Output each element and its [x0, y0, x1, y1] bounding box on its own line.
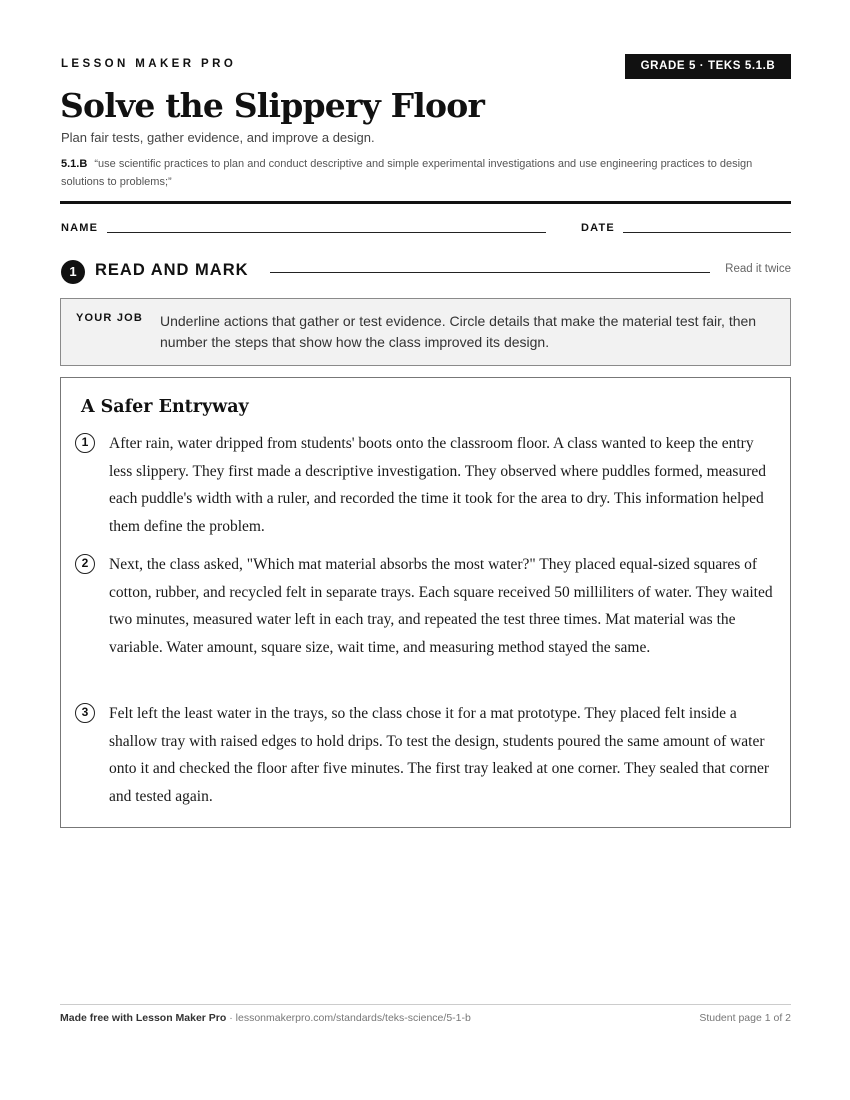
paragraph-number-1: 1 — [75, 433, 95, 453]
name-field[interactable] — [107, 232, 546, 233]
paragraph-2: Next, the class asked, "Which mat material absorbs the most water?" They placed equal-sized squares of cotton, rubber, and recycled felt in separate trays. Each square received 50 milliliters of water. They waited two minutes, measured water left in each tray, and repeated the test three times. Mat material was the variable. Water amount, square size, wait time, and measuring method stayed the same. — [109, 556, 773, 657]
passage-title: A Safer Entryway — [81, 397, 249, 417]
footer-made-with: Made free with Lesson Maker Pro — [60, 1012, 227, 1024]
standard-description — [61, 155, 796, 191]
name-label: NAME — [61, 222, 99, 234]
date-field[interactable] — [623, 232, 791, 233]
page-number: Student page 1 of 2 — [699, 1012, 791, 1024]
paragraph-number-2: 2 — [75, 554, 95, 574]
footer-divider — [60, 1004, 791, 1005]
instructions-label: YOUR JOB — [76, 312, 144, 324]
paragraph-1: After rain, water dripped from students' boots onto the classroom floor. A class wanted to keep the entry less slippery. They first made a descriptive investigation. They observed where puddles formed, measured each puddle's width with a ruler, and recorded the time it took for the area to dry. This information helped them define the problem. — [109, 435, 766, 536]
brand-name: LESSON MAKER PRO — [61, 58, 237, 70]
section-number-badge: 1 — [61, 260, 85, 284]
section-divider — [270, 272, 710, 273]
grade-badge: GRADE 5 · TEKS 5.1.B — [625, 54, 791, 79]
footer-credit — [60, 1012, 471, 1024]
instructions-text: Underline actions that gather or test evidence. Circle details that make the material test fair, then number the steps that show how the class improved its design. — [160, 313, 757, 350]
page-subtitle: Plan fair tests, gather evidence, and improve a design. — [61, 130, 375, 145]
reading-passage — [60, 377, 791, 828]
page-title: Solve the Slippery Floor — [60, 86, 485, 125]
date-label: DATE — [581, 222, 615, 234]
footer-url: · lessonmakerpro.com/standards/teks-science/5-1-b — [226, 1012, 471, 1024]
standard-text: “use scientific practices to plan and conduct descriptive and simple experimental investigations and use engineering practices to design solutions to problems;” — [61, 158, 753, 188]
standard-code: 5.1.B — [61, 158, 88, 170]
header-divider — [60, 201, 791, 204]
section-title: READ AND MARK — [95, 261, 249, 279]
paragraph-3: Felt left the least water in the trays, so the class chose it for a mat prototype. They placed felt inside a shallow tray with raised edges to hold drips. To test the design, students poured the same amount of water onto it and checked the floor after five minutes. The first tray leaked at one corner. They sealed that corner and tested again. — [109, 705, 770, 806]
section-hint: Read it twice — [725, 263, 791, 275]
paragraph-number-3: 3 — [75, 703, 95, 723]
instructions-box — [60, 298, 791, 366]
